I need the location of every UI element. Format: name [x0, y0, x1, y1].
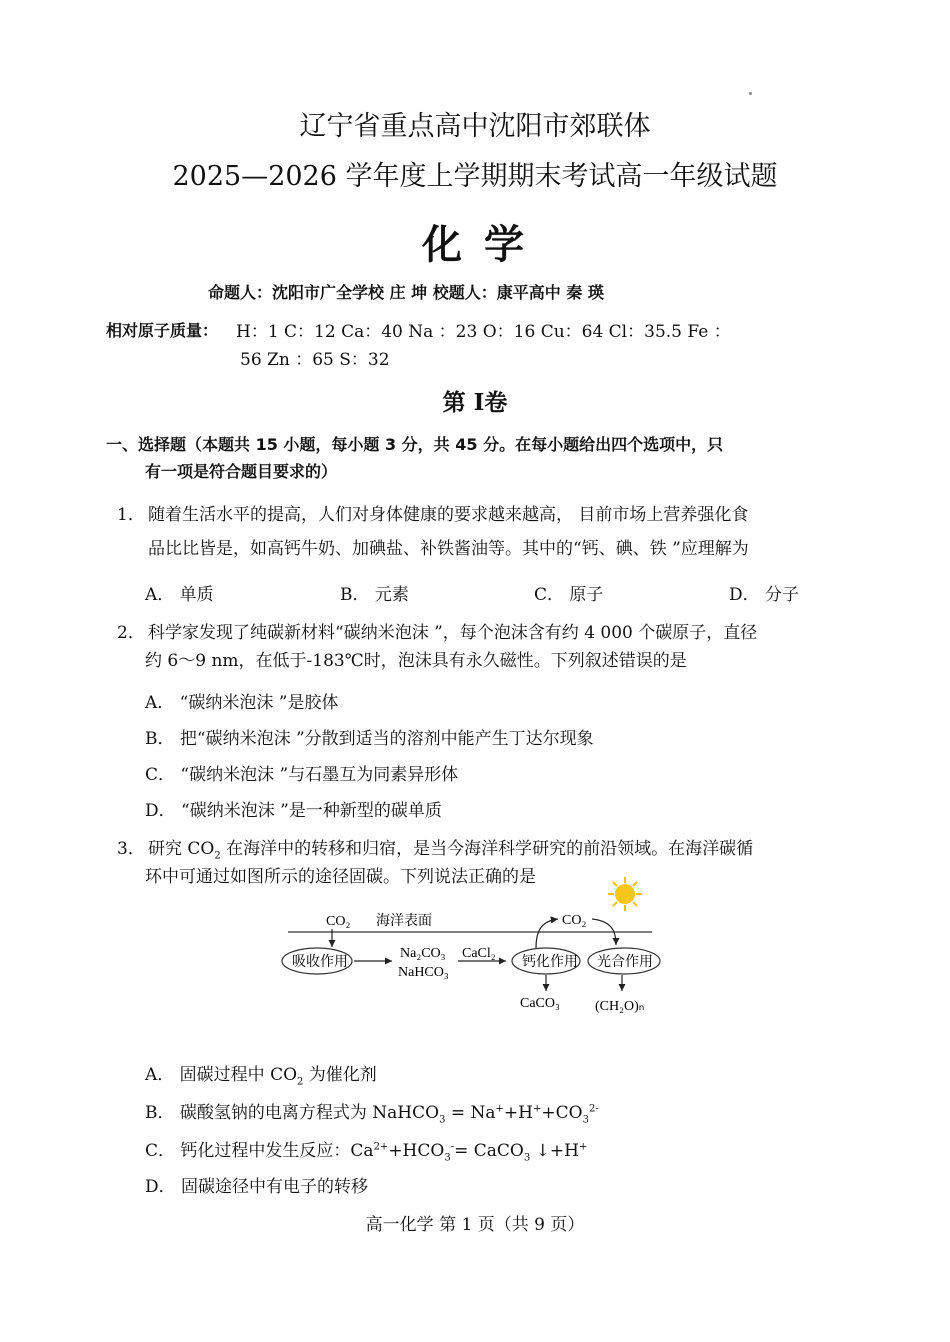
title-line-1: 辽宁省重点高中沈阳市郊联体 — [299, 111, 651, 142]
co2-left-label: CO₂ — [326, 914, 351, 929]
page-footer: 高一化学 第 1 页（共 9 页） — [365, 1215, 585, 1235]
q3-stem-line-1: 研究 $CO_2$ 在海洋中的转移和归宿，是当今海洋科学研究的前沿领域。在海洋碳循 — [148, 839, 754, 862]
calcify-label: 钙化作用 — [522, 954, 578, 970]
sea-surface-label: 海洋表面 — [376, 913, 432, 929]
q1-number: 1． — [117, 505, 145, 525]
q1-option-c: C． 原子 — [534, 585, 604, 605]
atomic-mass-line-2: 56 Zn ：65 S：32 — [240, 350, 390, 370]
section-heading-line-1: 一、选择题（本题共 15 小题，每小题 3 分，共 45 分。在每小题给出四个选项中，只 — [106, 435, 724, 454]
q3-number: 3． — [117, 839, 145, 859]
q1-option-a: A． 单质 — [145, 585, 214, 605]
atomic-mass-line-1: H：1 C：12 Ca：40 Na ：23 O：16 Cu：64 Cl：35.5 Fe ： — [236, 322, 731, 342]
sun-icon — [608, 877, 642, 911]
q3-option-c: C． 钙化过程中发生反应：$Ca^{2+}+HCO_3^-=$ CaCO$_3$ ↓+H+ — [145, 1141, 588, 1164]
section-heading-line-2: 有一项是符合题目要求的） — [145, 462, 338, 481]
atomic-mass-label: 相对原子质量： — [106, 321, 219, 340]
q2-number: 2． — [117, 623, 145, 643]
nahco3-label: NaHCO₃ — [398, 965, 449, 980]
volume-title: 第 Ⅰ卷 — [442, 389, 508, 416]
title-line-2: 2025—2026 学年度上学期期末考试高一年级试题 — [172, 161, 778, 192]
q1-stem-line-1: 随着生活水平的提高，人们对身体健康的要求越来越高， 目前市场上营养强化食 — [148, 505, 749, 525]
authors: 命题人：沈阳市广全学校 庄 坤 校题人：康平高中 秦 瑛 — [208, 283, 604, 302]
carbon-cycle-diagram — [270, 875, 670, 1025]
na2co3-label: Na₂CO₃ — [400, 946, 446, 961]
photosynthesis-label: 光合作用 — [597, 954, 653, 970]
q2-stem-line-1: 科学家发现了纯碳新材料“碳纳米泡沫 ”，每个泡沫含有约 4 000 个碳原子，直径 — [148, 623, 758, 643]
calcify-to-co2-arrow — [536, 919, 558, 948]
ch2o-label: (CH₂O)ₙ — [595, 999, 645, 1014]
subject-title: 化 学 — [422, 221, 528, 268]
scan-dot — [749, 92, 752, 95]
q3-option-a: A． 固碳过程中 $CO_2$ 为催化剂 — [145, 1065, 377, 1088]
q3-option-d: D． 固碳途径中有电子的转移 — [145, 1177, 369, 1197]
cacl2-label: CaCl₂ — [462, 946, 496, 961]
co2-right-label: CO₂ — [562, 913, 587, 928]
q2-option-b: B． 把“碳纳米泡沫 ”分散到适当的溶剂中能产生丁达尔现象 — [145, 729, 594, 749]
q1-option-b: B． 元素 — [340, 585, 409, 605]
q3-stem-line-2: 环中可通过如图所示的途径固碳。下列说法正确的是 — [145, 867, 536, 887]
q2-option-c: C． “碳纳米泡沫 ”与石墨互为同素异形体 — [145, 765, 459, 785]
q2-option-d: D． “碳纳米泡沫 ”是一种新型的碳单质 — [145, 801, 442, 821]
q2-option-a: A． “碳纳米泡沫 ”是胶体 — [145, 693, 339, 713]
q2-stem-line-2: 约 6～9 nm，在低于-183℃时，泡沫具有永久磁性。下列叙述错误的是 — [145, 651, 687, 671]
absorb-label: 吸收作用 — [292, 954, 348, 970]
q3-option-b: B． 碳酸氢钠的电离方程式为 NaHCO$_3$ = $Na^++H^++CO_3^{2-}$ — [145, 1103, 599, 1126]
q1-option-d: D． 分子 — [729, 585, 800, 605]
caco3-label: CaCO₃ — [520, 996, 560, 1011]
q1-stem-line-2: 品比比皆是，如高钙牛奶、加碘盐、补铁酱油等。其中的“钙、碘、铁 ”应理解为 — [148, 539, 749, 559]
